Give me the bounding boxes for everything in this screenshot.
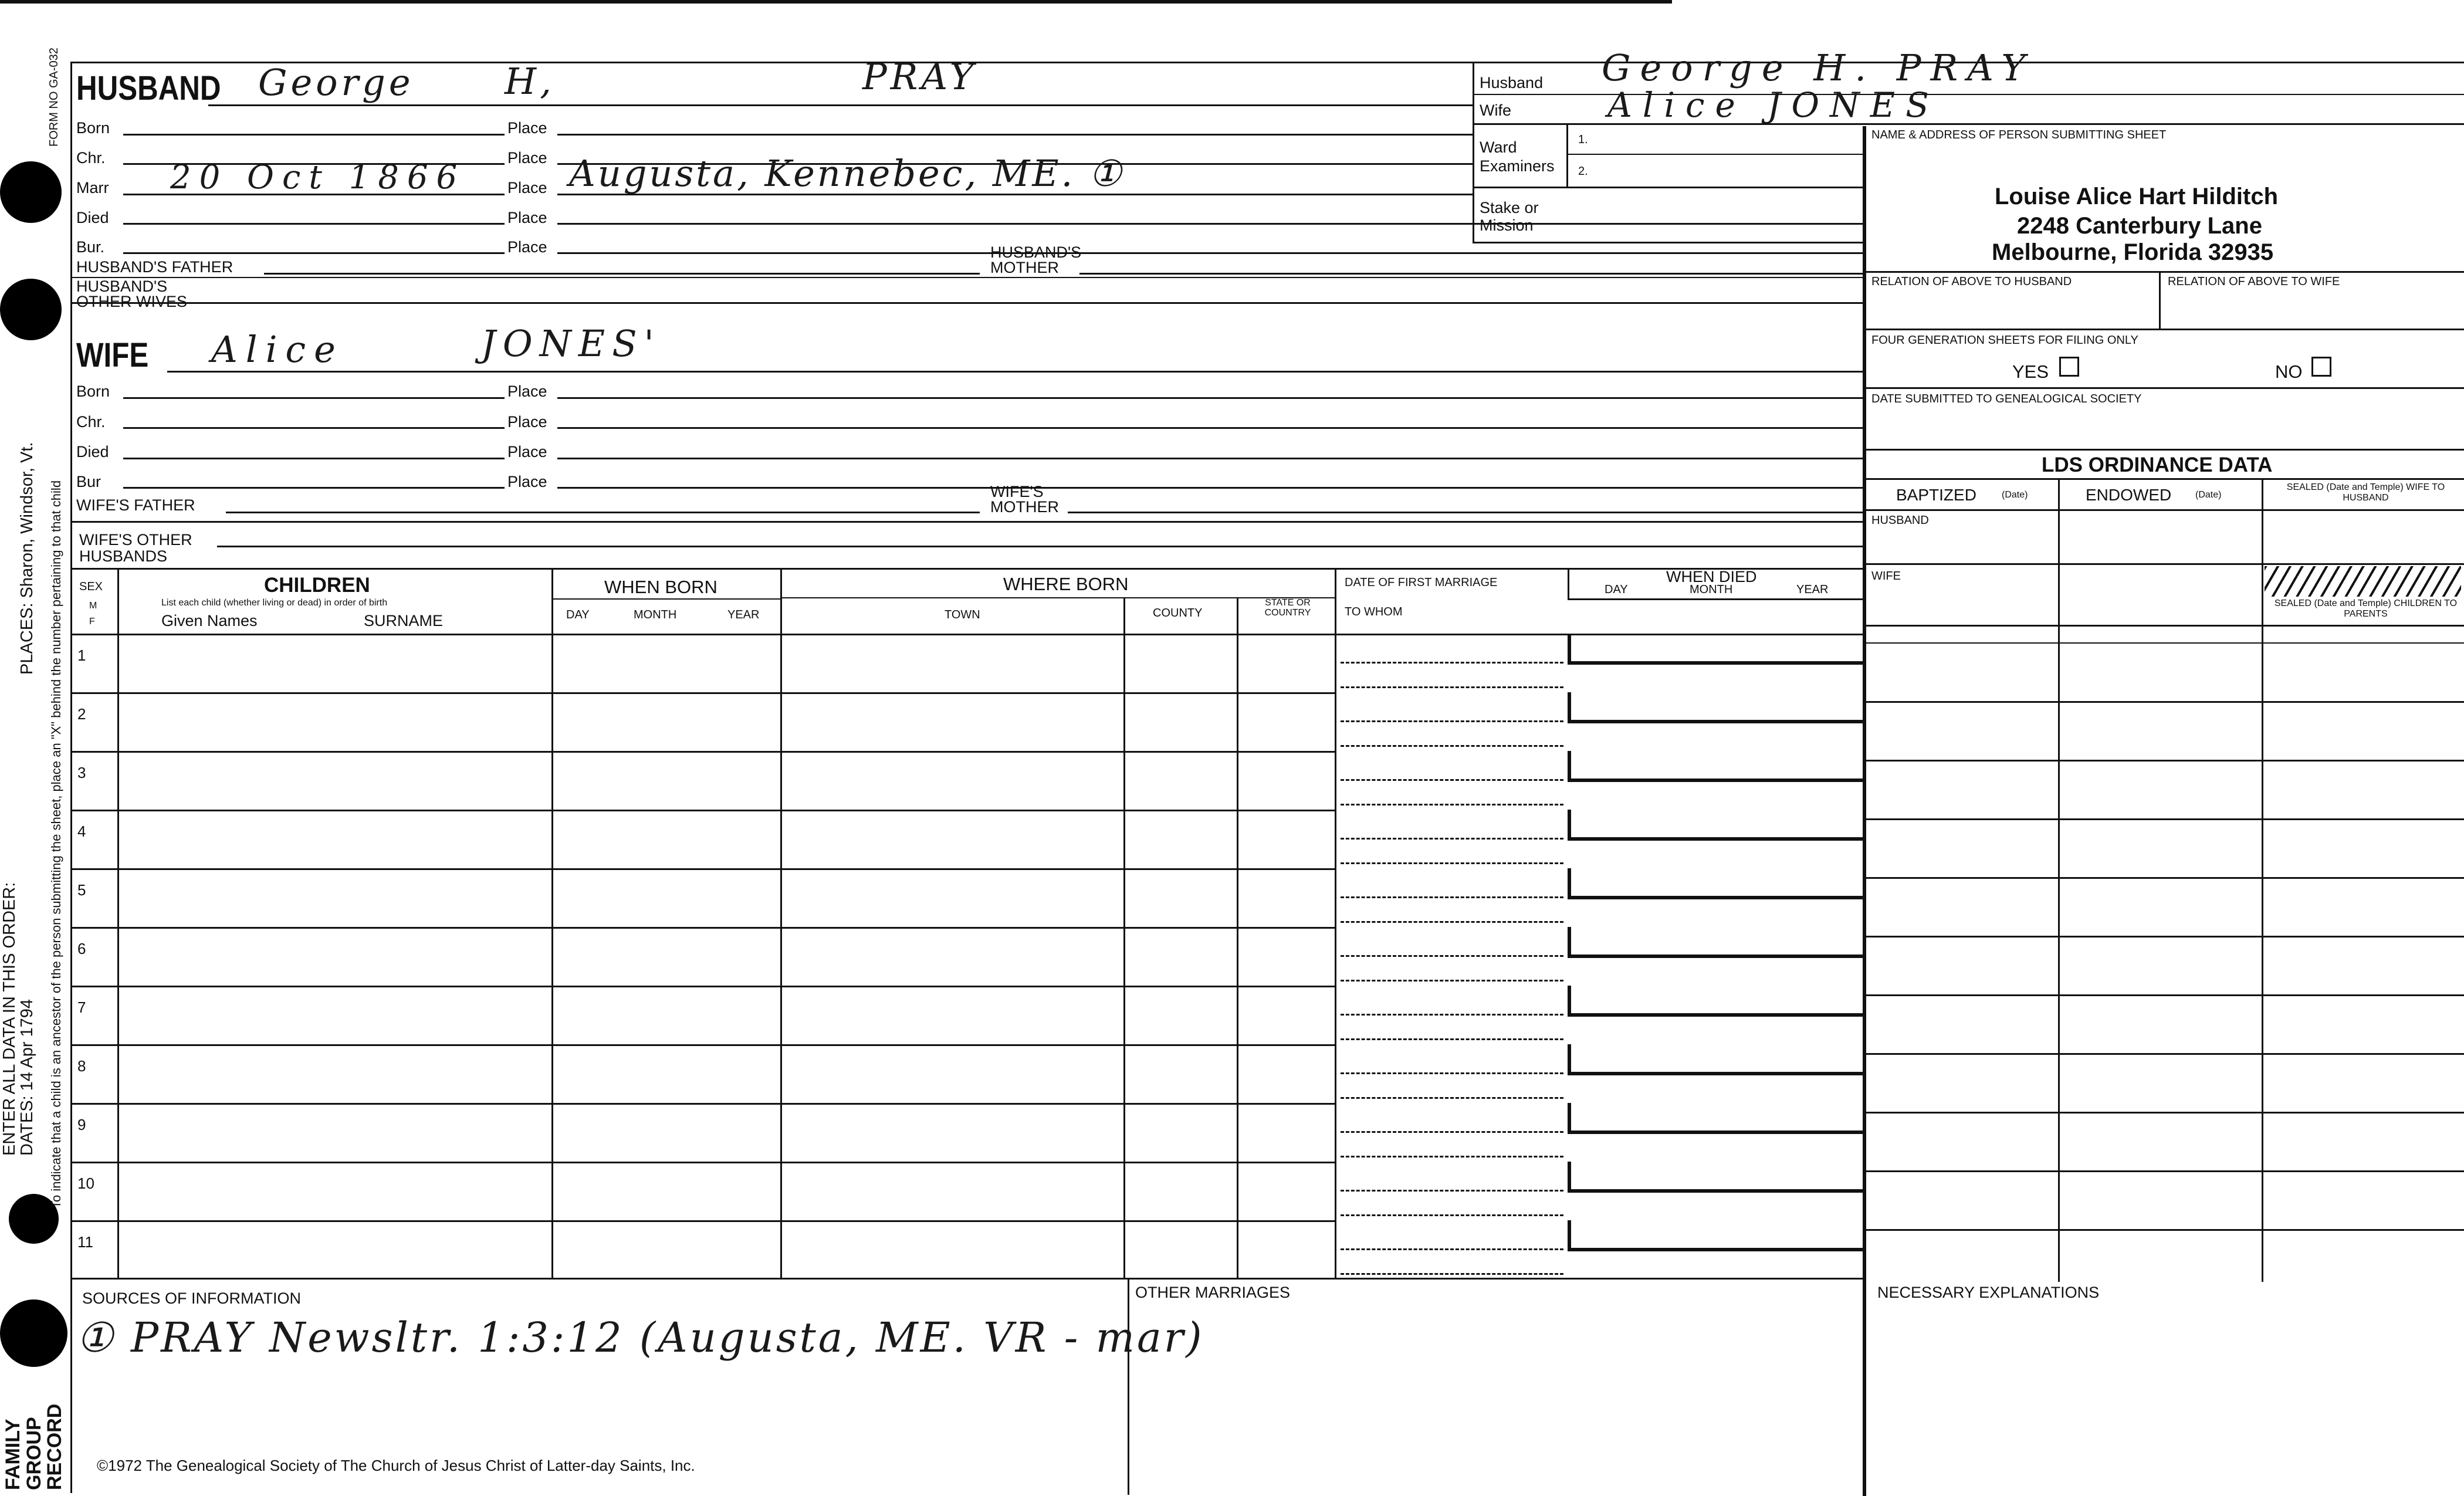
children-surname: SURNAME (364, 612, 444, 629)
child-row-number: 2 (77, 705, 86, 723)
husband-died-place-label: Place (507, 209, 547, 226)
child-marriage-line (1341, 1131, 1563, 1133)
child-row-divider (70, 1220, 1335, 1222)
child-died-bracket (1568, 751, 1571, 780)
husband-born-line (123, 134, 505, 136)
husband-father-line (264, 273, 980, 275)
husband-middle-initial: H, (505, 60, 555, 103)
child-row-divider (70, 1044, 1335, 1046)
child-died-line (1568, 955, 1863, 958)
lds-row-divider (1863, 994, 2464, 996)
child-row-divider (70, 810, 1335, 811)
child-died-line (1568, 1072, 1863, 1075)
wife-mother-line (1068, 512, 1863, 513)
relation-divider (2159, 271, 2161, 330)
four-gen-yes-checkbox[interactable] (2059, 357, 2079, 377)
footer-divider-1 (1128, 1278, 1129, 1495)
instructions-line-1: ENTER ALL DATA IN THIS ORDER: (0, 882, 19, 1156)
child-died-line (1568, 1013, 1863, 1017)
wife-bur-label: Bur (76, 473, 101, 490)
children-instructions: List each child (whether living or dead) in order of birth (161, 598, 388, 608)
wife-died-place-label: Place (507, 443, 547, 461)
children-title: CHILDREN (264, 574, 370, 597)
where-born-label: WHERE BORN (1003, 574, 1129, 594)
submitter-line-3: Melbourne, Florida 32935 (1992, 239, 2274, 265)
husband-died-line (123, 223, 505, 225)
form-title-line-3: RECORD (43, 1403, 66, 1490)
children-header-bottom-right (1863, 642, 2464, 644)
child-row-divider (70, 1103, 1335, 1105)
sources-value: ① PRAY Newsltr. 1:3:12 (Augusta, ME. VR - mar) (76, 1314, 1204, 1362)
wife-died-line (123, 458, 505, 459)
submitter-line-1: Louise Alice Hart Hilditch (1995, 184, 2279, 209)
wife-born-place-line (557, 397, 1863, 399)
husband-bur-line (123, 252, 505, 254)
child-died-line (1568, 837, 1863, 841)
child-marriage-line (1341, 1014, 1563, 1016)
wife-label: WIFE (76, 336, 149, 374)
first-marriage-label: DATE OF FIRST MARRIAGE (1345, 576, 1498, 589)
summary-husband-label: Husband (1480, 74, 1544, 92)
wife-born-place-label: Place (507, 383, 547, 400)
copyright: ©1972 The Genealogical Society of The Church of Jesus Christ of Latter-day Saints, Inc. (97, 1457, 695, 1474)
lds-baptized-label: BAPTIZED (1896, 486, 1976, 504)
lds-row-divider (1863, 760, 2464, 761)
child-row-number: 8 (77, 1057, 86, 1075)
child-row-divider (70, 868, 1335, 870)
wife-born-line (123, 397, 505, 399)
when-born-month: MONTH (634, 608, 677, 621)
lds-row-divider (1863, 1170, 2464, 1172)
children-sex-label: SEX (79, 580, 103, 593)
lds-row-divider (1863, 701, 2464, 703)
child-row-number: 10 (77, 1175, 94, 1192)
lds-endowed-label: ENDOWED (2086, 486, 2172, 504)
child-row-divider (70, 692, 1335, 694)
child-died-line (1568, 661, 1863, 665)
punch-hole-4 (0, 1299, 67, 1367)
date-submitted-bottom (1863, 449, 2464, 451)
child-spouse-line (1341, 862, 1563, 864)
four-gen-no-label: NO (2275, 361, 2303, 382)
husband-marr-label: Marr (76, 179, 109, 197)
husband-born-label: Born (76, 119, 110, 137)
child-spouse-line (1341, 1214, 1563, 1216)
wife-died-label: Died (76, 443, 109, 461)
child-marriage-line (1341, 1190, 1563, 1192)
husband-bur-place-line (557, 252, 1863, 254)
child-row-divider (70, 986, 1335, 987)
lds-col-1 (2058, 478, 2060, 1282)
husband-other-wives-label: HUSBAND'S OTHER WIVES (76, 277, 188, 310)
lds-wife-bottom (1863, 625, 2464, 627)
child-died-bracket (1568, 692, 1571, 722)
child-marriage-line (1341, 1072, 1563, 1074)
husband-father-label: HUSBAND'S FATHER (76, 258, 233, 276)
summary-ward-bottom (1473, 187, 1863, 188)
child-row-number: 4 (77, 823, 86, 840)
child-died-line (1568, 720, 1863, 723)
wife-born-label: Born (76, 383, 110, 400)
child-spouse-line (1341, 1273, 1563, 1275)
child-row-number: 1 (77, 647, 86, 664)
wife-section-divider (70, 521, 1863, 523)
col-where-born-left (780, 568, 782, 1278)
form-top-border (70, 62, 2464, 63)
where-born-state: STATE OR COUNTRY (1264, 598, 1311, 618)
form-title-line-2: GROUP (22, 1417, 45, 1490)
form-title-line-1: FAMILY (2, 1419, 24, 1490)
where-born-county: COUNTY (1153, 607, 1203, 620)
child-row-number: 3 (77, 764, 86, 781)
husband-mother-label: HUSBAND'S MOTHER (990, 243, 1082, 276)
wife-chr-label: Chr. (76, 413, 106, 431)
four-gen-bottom (1863, 387, 2464, 389)
child-row-number: 11 (77, 1233, 93, 1251)
when-died-label: WHEN DIED (1666, 568, 1757, 585)
relation-husband-label: RELATION OF ABOVE TO HUSBAND (1871, 275, 2072, 288)
husband-marr-place-label: Place (507, 179, 547, 197)
husband-bur-label: Bur. (76, 238, 105, 256)
husband-chr-label: Chr. (76, 149, 106, 167)
wife-section-bottom (70, 568, 1863, 570)
child-spouse-line (1341, 804, 1563, 805)
form-number: FORM NO GA-032 (48, 48, 60, 147)
lds-title: LDS ORDINANCE DATA (2042, 453, 2273, 476)
lds-baptized-date: (Date) (2002, 490, 2028, 500)
col-marriage-left (1335, 568, 1336, 1278)
child-died-bracket (1568, 1044, 1571, 1074)
summary-ward-label: Ward (1480, 138, 1517, 156)
lds-row-divider (1863, 818, 2464, 820)
children-sex-f: F (89, 617, 95, 627)
lds-wife-label: WIFE (1871, 570, 1901, 583)
child-died-bracket (1568, 1103, 1571, 1132)
children-sex-m: M (89, 601, 97, 611)
child-spouse-line (1341, 980, 1563, 981)
wife-bur-place-line (557, 487, 1863, 489)
punch-hole-1 (0, 161, 62, 223)
summary-ward-divider (1566, 123, 1568, 188)
child-row-divider (70, 1162, 1335, 1163)
husband-died-place-line (557, 223, 1863, 225)
instructions-line-4: To indicate that a child is an ancestor of the person submitting the sheet, place an "X" behind the number pertaining to that child (49, 480, 63, 1209)
child-died-line (1568, 779, 1863, 782)
husband-mother-line (1079, 273, 1863, 275)
other-marriages-label: OTHER MARRIAGES (1135, 1284, 1291, 1301)
child-row-number: 6 (77, 940, 86, 957)
child-row-divider (70, 751, 1335, 753)
summary-stake-bottom (1473, 242, 1863, 243)
child-spouse-line (1341, 745, 1563, 747)
husband-name-line (208, 104, 1473, 106)
wife-chr-line (123, 427, 505, 429)
wife-chr-place-label: Place (507, 413, 547, 431)
husband-bur-place-label: Place (507, 238, 547, 256)
necessary-explanations-label: NECESSARY EXPLANATIONS (1877, 1284, 2100, 1301)
date-submitted-label: DATE SUBMITTED TO GENEALOGICAL SOCIETY (1871, 392, 2142, 405)
child-marriage-line (1341, 779, 1563, 781)
right-panel-border (1863, 126, 1866, 1496)
wife-father-label: WIFE'S FATHER (76, 496, 195, 514)
child-spouse-line (1341, 1097, 1563, 1099)
wife-other-husbands-line (217, 546, 1863, 547)
child-spouse-line (1341, 686, 1563, 688)
summary-husband-value: George H. PRAY (1602, 46, 2035, 89)
wife-chr-place-line (557, 427, 1863, 429)
child-died-bracket (1568, 868, 1571, 898)
col-state-left (1237, 597, 1238, 1278)
husband-marr-date: 20 Oct 1866 (170, 158, 466, 197)
husband-born-place-line (557, 134, 1473, 136)
wife-mother-label: WIFE'S MOTHER (990, 483, 1059, 516)
submitter-label: NAME & ADDRESS OF PERSON SUBMITTING SHEET (1871, 128, 2167, 141)
children-given-names: Given Names (161, 612, 258, 629)
lds-row-divider (1863, 1229, 2464, 1231)
when-born-year: YEAR (727, 608, 760, 621)
child-marriage-line (1341, 838, 1563, 840)
wife-died-place-line (557, 458, 1863, 459)
lds-wife-hatch (2265, 566, 2461, 597)
children-table-bottom (70, 1278, 1863, 1280)
husband-marr-place-line (557, 194, 1473, 195)
child-row-number: 9 (77, 1116, 86, 1133)
summary-left-border (1473, 62, 1474, 243)
lds-row-divider (1863, 1053, 2464, 1055)
child-died-bracket (1568, 1162, 1571, 1191)
when-born-day: DAY (566, 608, 590, 621)
wife-name-line (167, 371, 1863, 373)
submitter-bottom (1863, 271, 2464, 273)
child-row-divider (70, 927, 1335, 929)
lds-husband-label: HUSBAND (1871, 514, 1929, 527)
child-marriage-line (1341, 662, 1563, 664)
summary-wife-value: Alice JONES (1607, 85, 1940, 125)
children-header-bottom (70, 634, 1863, 635)
summary-ward-1: 1. (1578, 133, 1588, 146)
instructions-line-2: DATES: 14 Apr 1794 (18, 999, 36, 1156)
lds-sealed-wife-label: SEALED (Date and Temple) WIFE TO HUSBAND (2286, 482, 2445, 503)
lds-sealed-children-label: SEALED (Date and Temple) CHILDREN TO PARENTS (2274, 598, 2458, 619)
wife-father-line (226, 512, 980, 513)
four-gen-no-checkbox[interactable] (2311, 357, 2331, 377)
child-marriage-line (1341, 955, 1563, 957)
child-died-line (1568, 1248, 1863, 1251)
col-when-died-left (1568, 568, 1569, 598)
husband-given-name: George (258, 61, 414, 104)
husband-died-label: Died (76, 209, 109, 226)
four-gen-yes-label: YES (2012, 361, 2049, 382)
husband-section-divider (70, 277, 1863, 278)
child-spouse-line (1341, 921, 1563, 923)
sources-label: SOURCES OF INFORMATION (82, 1289, 302, 1307)
lds-endowed-date: (Date) (2195, 490, 2222, 500)
child-died-bracket (1568, 986, 1571, 1015)
child-spouse-line (1341, 1156, 1563, 1157)
four-gen-label: FOUR GENERATION SHEETS FOR FILING ONLY (1871, 334, 2138, 347)
child-marriage-line (1341, 1248, 1563, 1250)
child-died-line (1568, 896, 1863, 899)
wife-surname: JONES' (481, 322, 661, 365)
summary-wife-label: Wife (1480, 101, 1511, 119)
lds-header-bottom (1863, 509, 2464, 511)
wife-bur-line (123, 487, 505, 489)
child-row-number: 7 (77, 999, 86, 1016)
wife-given-name: Alice (211, 328, 344, 371)
relation-bottom (1863, 329, 2464, 330)
summary-stake-label: Stake or Mission (1480, 199, 1539, 234)
lds-col-2 (2262, 478, 2263, 1282)
relation-wife-label: RELATION OF ABOVE TO WIFE (2168, 275, 2340, 288)
instructions-line-3: PLACES: Sharon, Windsor, Vt. (18, 442, 36, 675)
child-died-bracket (1568, 810, 1571, 839)
when-died-underline (1568, 598, 1863, 600)
children-sex-col (117, 568, 119, 1278)
child-died-bracket (1568, 927, 1571, 956)
husband-marr-line (123, 194, 505, 195)
summary-wife-line (1473, 123, 2464, 125)
husband-born-place-label: Place (507, 119, 547, 137)
when-died-day: DAY (1605, 583, 1628, 596)
when-died-year: YEAR (1796, 583, 1829, 596)
husband-chr-place-label: Place (507, 149, 547, 167)
child-marriage-line (1341, 720, 1563, 722)
husband-section-bottom (70, 302, 1863, 304)
child-marriage-line (1341, 896, 1563, 898)
lds-row-divider (1863, 877, 2464, 879)
lds-row-divider (1863, 936, 2464, 937)
lds-title-bottom (1863, 478, 2464, 480)
child-died-line (1568, 1189, 1863, 1193)
punch-hole-2 (0, 279, 62, 340)
lds-row-divider (1863, 1112, 2464, 1113)
summary-examiners-label: Examiners (1480, 157, 1555, 175)
when-born-label: WHEN BORN (604, 577, 717, 597)
child-died-bracket (1568, 1220, 1571, 1250)
top-border (0, 0, 1672, 4)
form-title-vertical (3, 1404, 66, 1490)
submitter-line-2: 2248 Canterbury Lane (2017, 213, 2262, 239)
when-born-underline (551, 598, 780, 600)
summary-ward-1-line (1566, 154, 1863, 155)
wife-bur-place-label: Place (507, 473, 547, 490)
col-county-left (1123, 597, 1125, 1278)
child-spouse-line (1341, 1038, 1563, 1040)
lds-husband-bottom (1863, 563, 2464, 565)
husband-marr-place: Augusta, Kennebec, ME. ① (569, 152, 1124, 195)
to-whom-label: TO WHOM (1345, 605, 1403, 618)
child-row-number: 5 (77, 881, 86, 899)
husband-surname: PRAY (862, 55, 977, 98)
wife-other-husbands-label: WIFE'S OTHER HUSBANDS (79, 531, 192, 566)
summary-ward-2: 2. (1578, 165, 1588, 178)
when-died-month: MONTH (1690, 583, 1733, 596)
child-died-bracket (1568, 634, 1571, 663)
col-when-born-left (551, 568, 553, 1278)
husband-label: HUSBAND (76, 69, 221, 107)
where-born-town: TOWN (945, 608, 980, 621)
child-died-line (1568, 1131, 1863, 1134)
